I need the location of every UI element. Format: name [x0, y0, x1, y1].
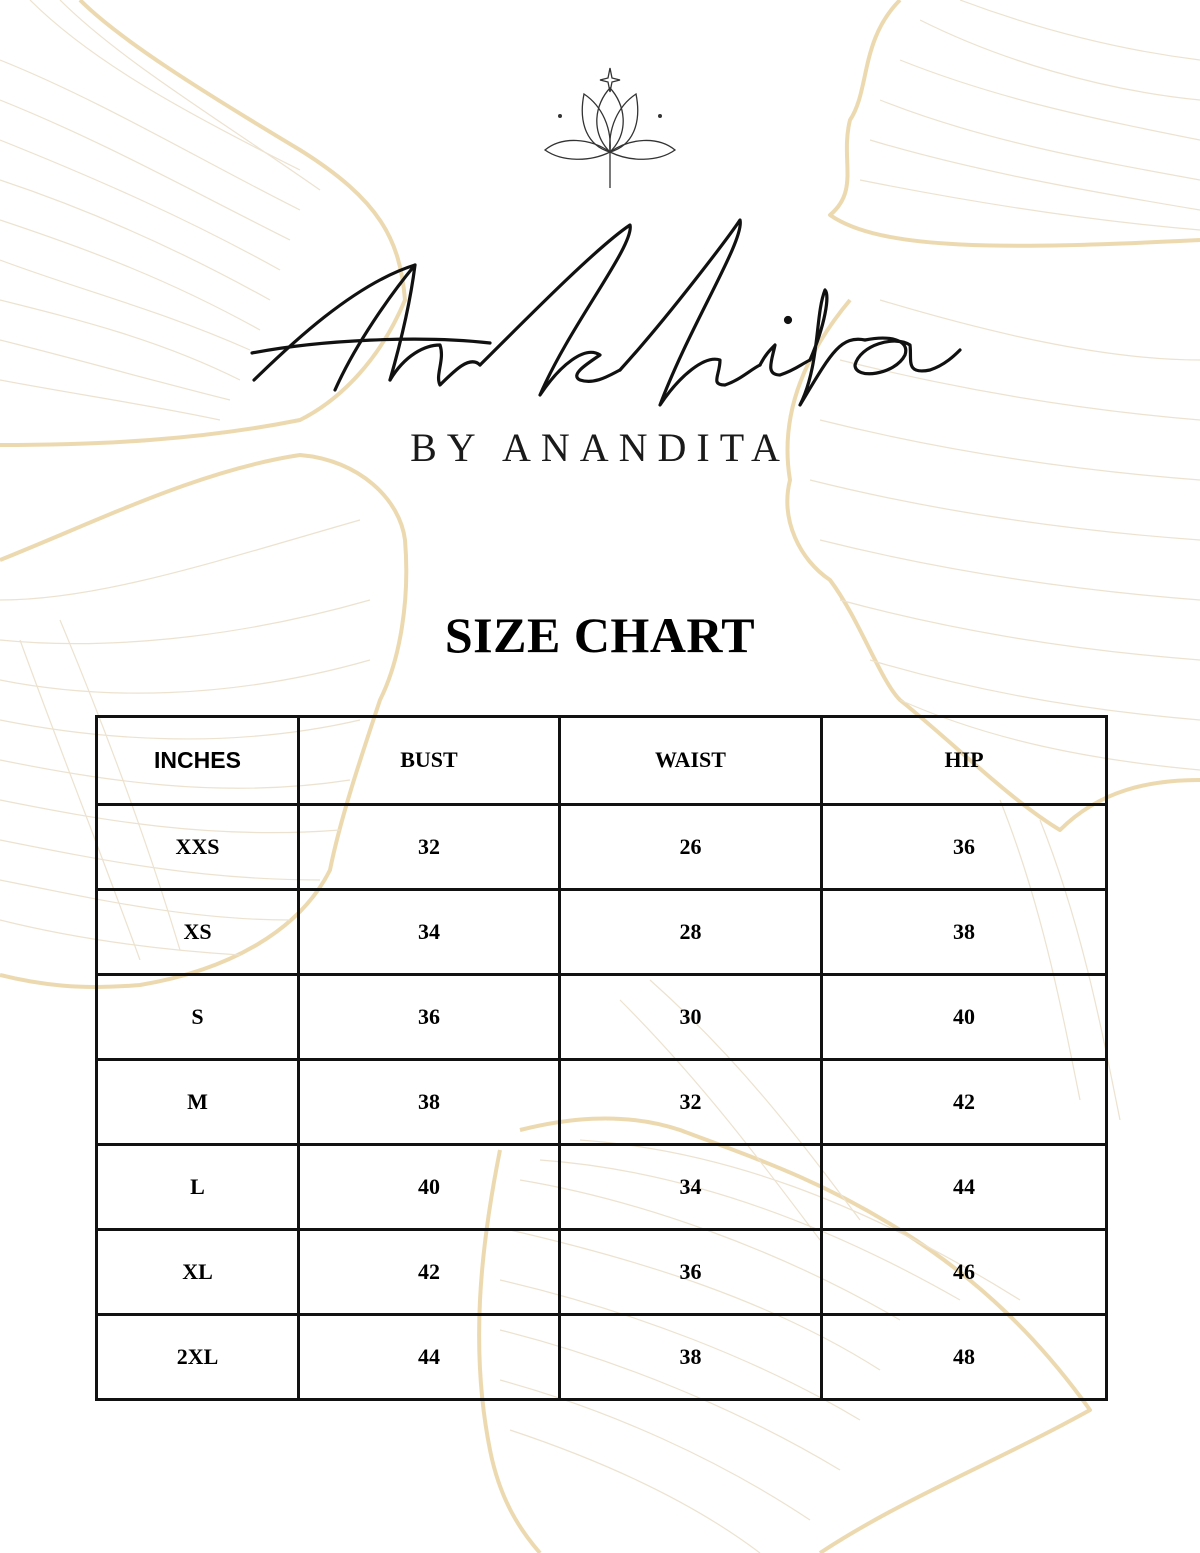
header-cell-waist: WAIST: [560, 717, 822, 805]
table-row: [97, 1314, 1107, 1399]
bust-cell: 36: [299, 974, 560, 1059]
header-cell-bust: BUST: [299, 717, 560, 805]
table-row: [97, 804, 1107, 889]
table-row: [97, 1229, 1107, 1314]
waist-cell: 34: [560, 1144, 822, 1229]
size-cell: L: [97, 1144, 299, 1229]
size-chart-table: [95, 715, 1108, 1401]
brand-subtitle: BY ANANDITA: [410, 425, 790, 470]
table-row: [97, 889, 1107, 974]
hip-cell: 38: [822, 889, 1107, 974]
hip-cell: 42: [822, 1059, 1107, 1144]
waist-cell: 38: [560, 1314, 822, 1399]
waist-cell: 30: [560, 974, 822, 1059]
lotus-icon: [540, 66, 680, 190]
page-title: SIZE CHART: [444, 607, 756, 663]
header-cell-inches: INCHES: [97, 717, 299, 805]
waist-cell: 36: [560, 1229, 822, 1314]
waist-cell: 32: [560, 1059, 822, 1144]
size-cell: XS: [97, 889, 299, 974]
bust-cell: 42: [299, 1229, 560, 1314]
table-header-row: [97, 717, 1107, 805]
hip-cell: 36: [822, 804, 1107, 889]
waist-cell: 26: [560, 804, 822, 889]
size-cell: XXS: [97, 804, 299, 889]
waist-cell: 28: [560, 889, 822, 974]
bust-cell: 44: [299, 1314, 560, 1399]
size-cell: XL: [97, 1229, 299, 1314]
hip-cell: 44: [822, 1144, 1107, 1229]
table-row: [97, 1144, 1107, 1229]
hip-cell: 48: [822, 1314, 1107, 1399]
size-cell: M: [97, 1059, 299, 1144]
bust-cell: 40: [299, 1144, 560, 1229]
hip-cell: 46: [822, 1229, 1107, 1314]
header-cell-hip: HIP: [822, 717, 1107, 805]
size-cell: 2XL: [97, 1314, 299, 1399]
table-row: [97, 974, 1107, 1059]
bust-cell: 38: [299, 1059, 560, 1144]
bust-cell: 32: [299, 804, 560, 889]
hip-cell: 40: [822, 974, 1107, 1059]
table-row: [97, 1059, 1107, 1144]
brand-script-logo: [240, 205, 970, 435]
size-cell: S: [97, 974, 299, 1059]
bust-cell: 34: [299, 889, 560, 974]
